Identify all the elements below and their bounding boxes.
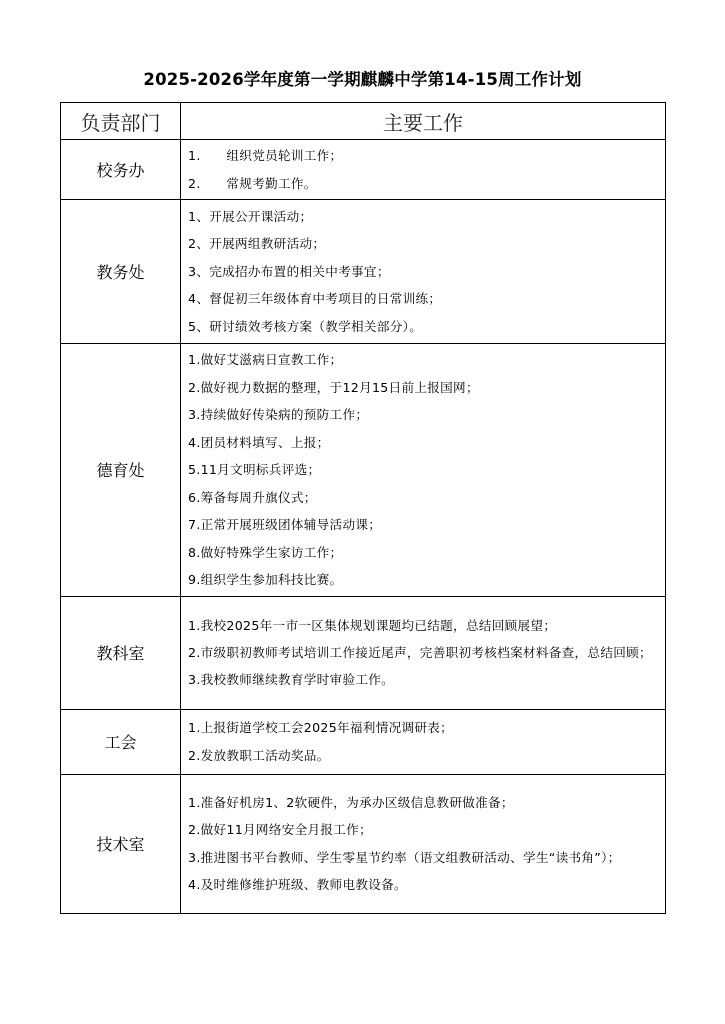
work-item: 4.团员材料填写、上报； (188, 434, 330, 450)
dept-cell: 校务办 (61, 140, 181, 200)
work-plan-table (60, 102, 666, 914)
work-cell (181, 774, 666, 913)
table-row (61, 140, 666, 200)
work-item: 4、督促初三年级体育中考项目的日常训练； (188, 291, 442, 307)
table-row (61, 774, 666, 913)
work-item: 3.持续做好传染病的预防工作； (188, 407, 369, 422)
work-cell (181, 596, 666, 709)
dept-cell: 德育处 (61, 344, 181, 597)
work-item: 2.市级职初教师考试培训工作接近尾声，完善职初考核档案材料备查，总结回顾； (188, 645, 652, 660)
table-row (61, 344, 666, 597)
work-item: 3.推进图书平台教师、学生零星节约率（语文组教研活动、学生“读书角”）； (188, 849, 621, 865)
work-item: 2、开展两组教研活动； (188, 236, 326, 252)
dept-cell: 工会 (61, 709, 181, 774)
table-row (61, 709, 666, 774)
work-cell (181, 344, 666, 597)
work-item: 8.做好特殊学生家访工作； (188, 544, 343, 560)
dept-cell: 教科室 (61, 596, 181, 709)
work-cell (181, 200, 666, 344)
work-item: 1.上报街道学校工会2025年福利情况调研表； (188, 720, 454, 735)
dept-cell: 技术室 (61, 774, 181, 913)
header-dept: 负责部门 (61, 103, 181, 140)
work-item: 4.及时维修维护班级、教师电教设备。 (188, 876, 407, 892)
work-item: 1. 组织党员轮训工作； (188, 148, 343, 163)
table-row (61, 596, 666, 709)
work-cell (181, 709, 666, 774)
work-item: 7.正常开展班级团体辅导活动课； (188, 517, 382, 532)
dept-cell: 教务处 (61, 200, 181, 344)
work-item: 2.做好视力数据的整理，于12月15日前上报国网； (188, 379, 479, 395)
work-item: 2.做好11月网络安全月报工作； (188, 822, 372, 838)
work-item: 5、研讨绩效考核方案（教学相关部分）。 (188, 318, 423, 334)
work-item: 1、开展公开课活动； (188, 208, 313, 224)
work-cell (181, 140, 666, 200)
page-title: 2025-2026学年度第一学期麒麟中学第14-15周工作计划 (143, 70, 582, 89)
work-item: 2.发放教职工活动奖品。 (188, 747, 330, 763)
table-row (61, 200, 666, 344)
header-work: 主要工作 (181, 103, 666, 140)
work-item: 2. 常规考勤工作。 (188, 175, 317, 191)
work-item: 3、完成招办布置的相关中考事宜； (188, 263, 390, 279)
work-item: 6.筹备每周升旗仪式； (188, 489, 317, 505)
work-item: 3.我校教师继续教育学时审验工作。 (188, 672, 395, 687)
work-item: 1.我校2025年一市一区集体规划课题均已结题，总结回顾展望； (188, 617, 557, 633)
work-item: 9.组织学生参加科技比赛。 (188, 572, 343, 587)
work-item: 5.11月文明标兵评选； (188, 462, 321, 477)
work-item: 1.做好艾滋病日宣教工作； (188, 352, 343, 367)
work-item: 1.准备好机房1、2软硬件，为承办区级信息教研做准备； (188, 794, 514, 810)
table-header-row (61, 103, 666, 140)
